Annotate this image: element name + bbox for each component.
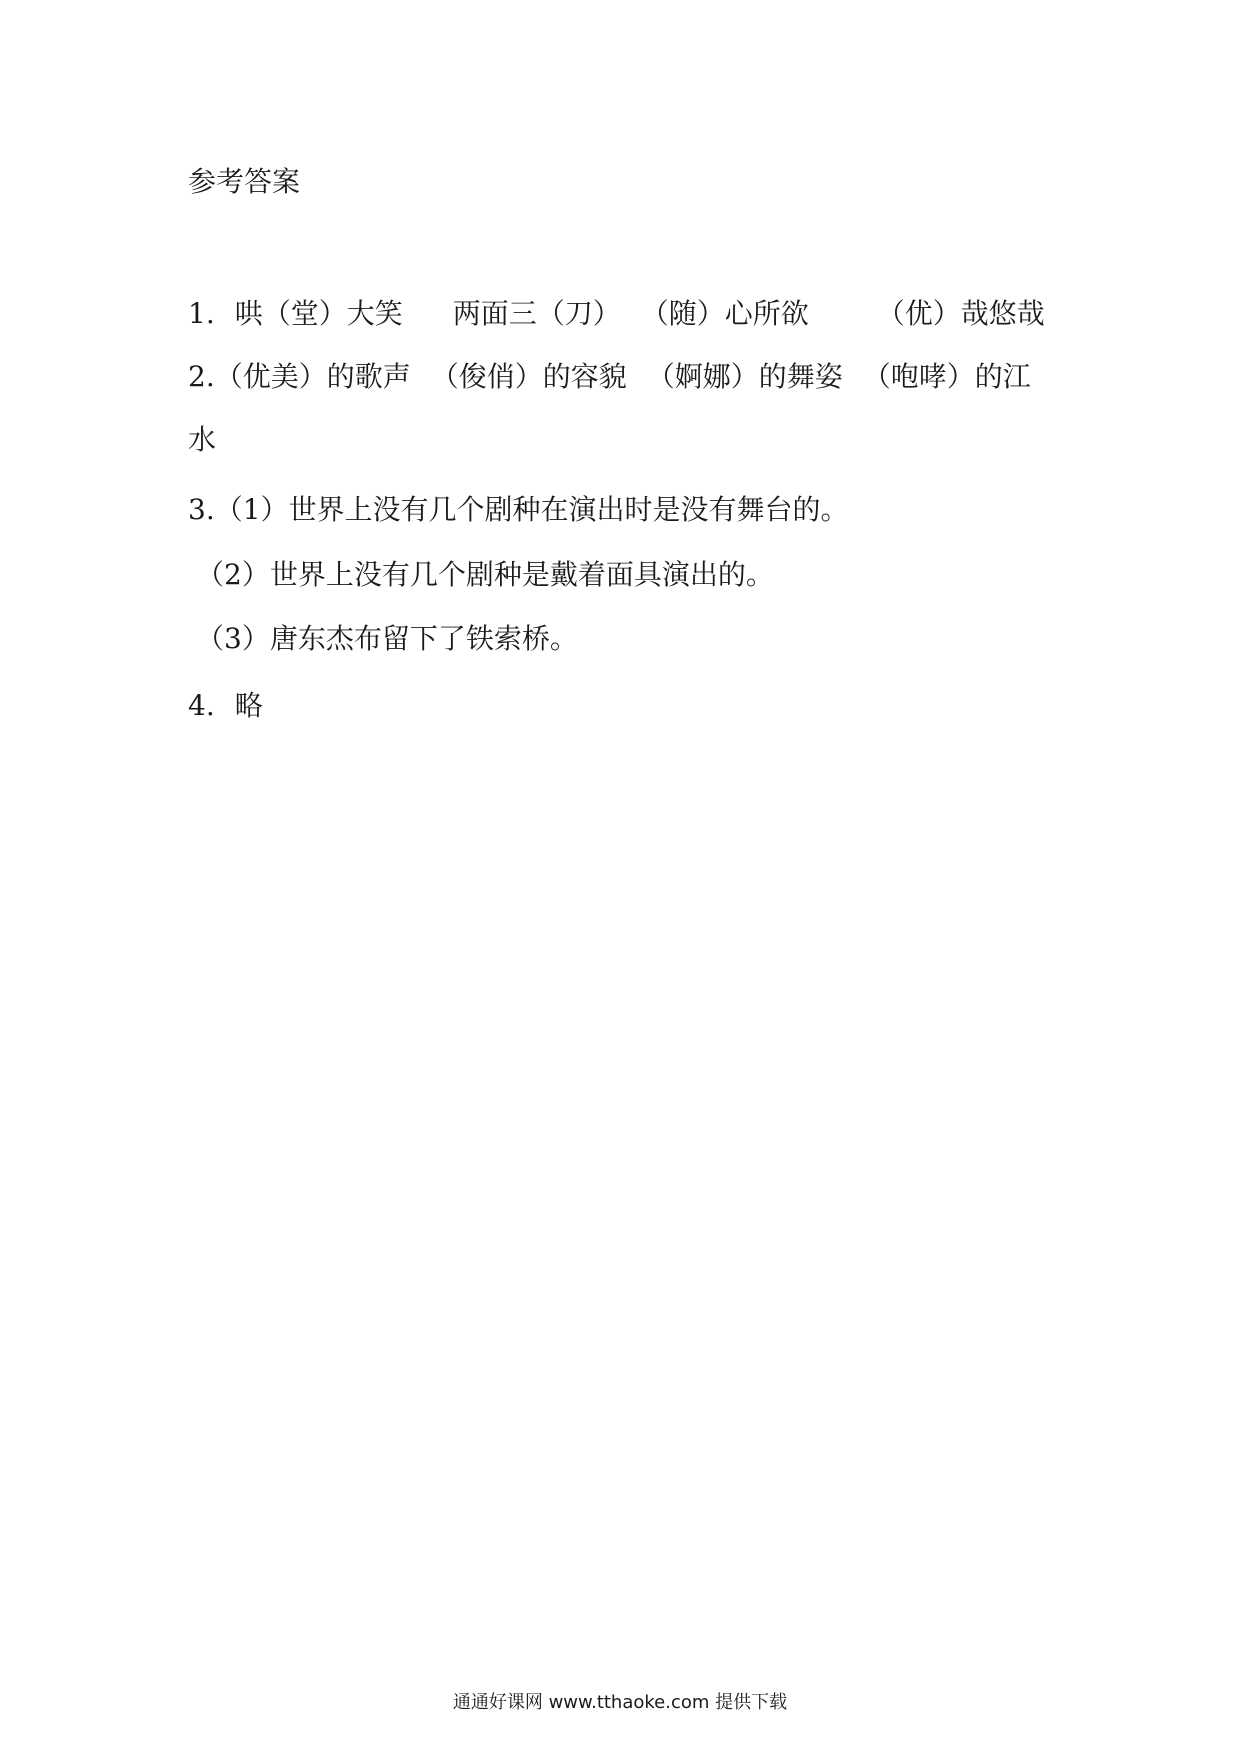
answer-item: 两面三（刀） [452, 297, 621, 330]
answer-item: （俊俏）的容貌 [430, 360, 627, 393]
answer-3 [188, 490, 849, 530]
page-title: 参考答案 [188, 165, 301, 198]
answer-number: 2. [188, 360, 215, 393]
answer-number: 4. [188, 689, 215, 722]
answer-2-continuation: 水 [188, 423, 217, 456]
answer-item: （咆哮）的江 [862, 360, 1031, 393]
page-footer: 通通好课网 www.tthaoke.com 提供下载 [452, 1692, 788, 1713]
answer-item: （随）心所欲 [640, 297, 809, 330]
answer-number: 1. [188, 297, 215, 330]
answer-3-sub-2: （2）世界上没有几个剧种是戴着面具演出的。 [196, 558, 774, 591]
answer-item: （优美）的歌声 [214, 360, 411, 393]
answer-3-sub-3: （3）唐东杰布留下了铁索桥。 [196, 622, 578, 655]
answer-item: （婀娜）的舞姿 [646, 360, 843, 393]
answer-1 [188, 294, 1045, 334]
answer-sub-1: （1）世界上没有几个剧种在演出时是没有舞台的。 [214, 493, 849, 526]
answer-number: 3. [188, 493, 215, 526]
answer-item: 哄（堂）大笑 [234, 297, 403, 330]
answer-text: 略 [234, 689, 263, 722]
answer-2 [188, 357, 1031, 397]
answer-4 [188, 686, 263, 726]
answer-item: （优）哉悠哉 [876, 297, 1045, 330]
